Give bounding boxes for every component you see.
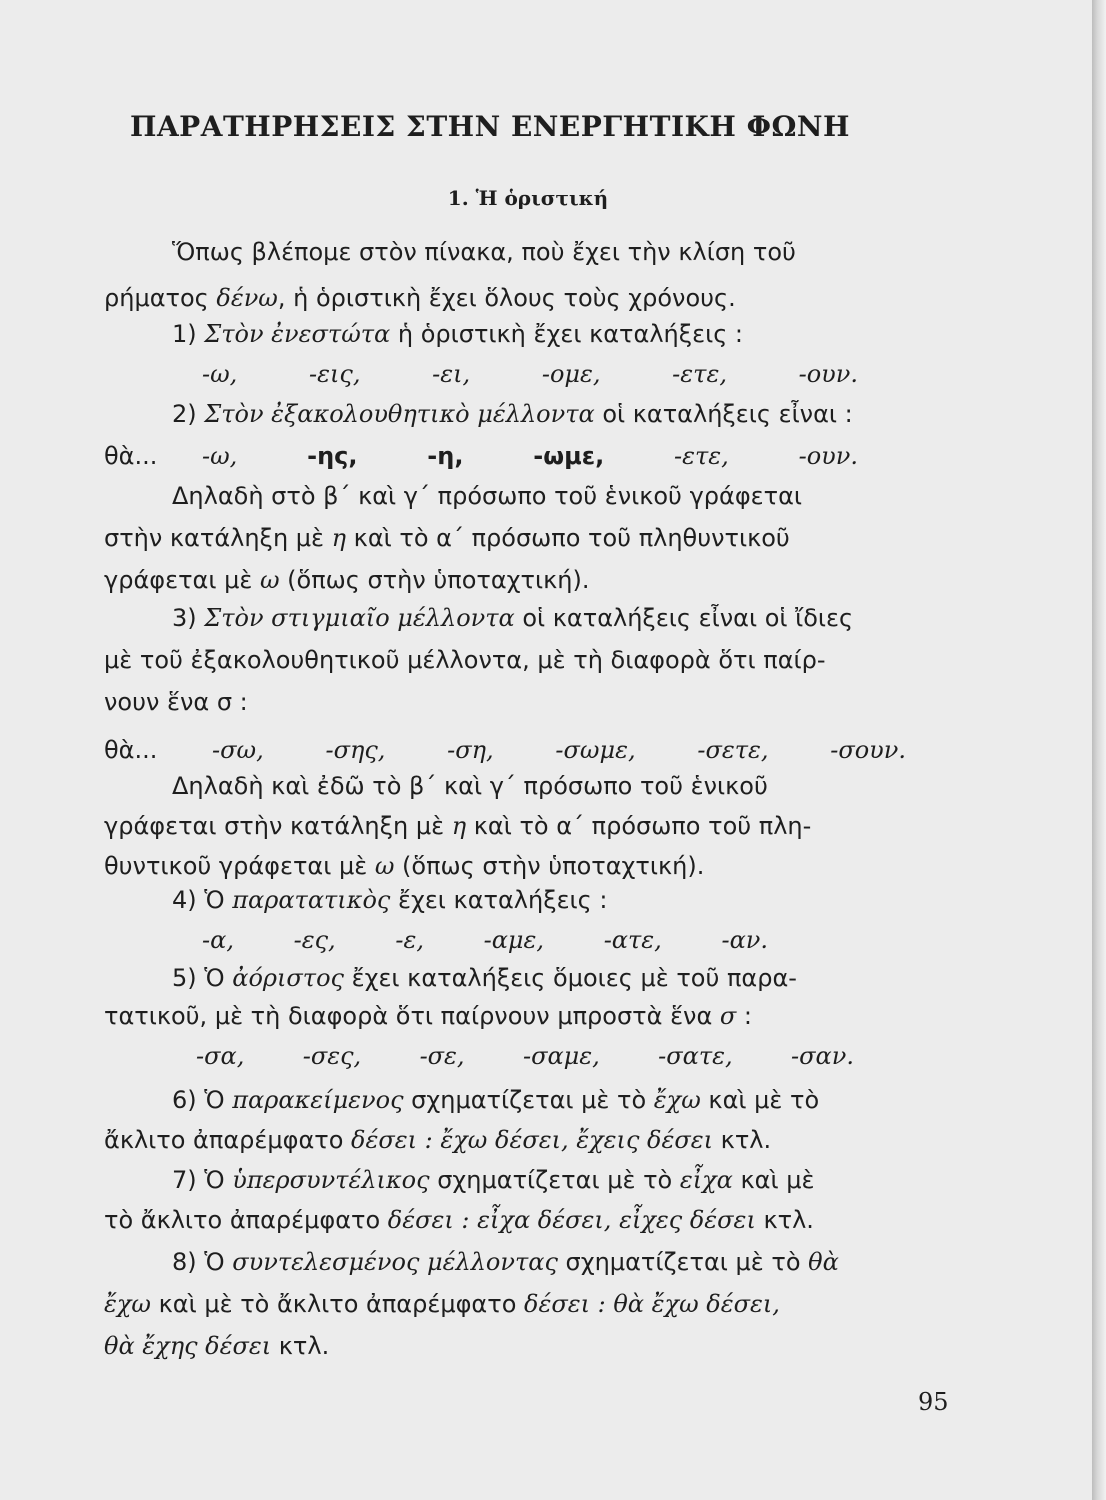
rule-2-note-2: στὴν κατάληξη μὲ η καὶ τὸ α΄ πρόσωπο τοῦ πληθυντικοῦ: [104, 524, 790, 552]
rule-6-heading: 6) Ὁ παρακείμενος σχηματίζεται μὲ τὸ ἔχω καὶ μὲ τὸ: [172, 1086, 820, 1114]
rule-5-endings: -σα, -σες, -σε, -σαμε, -σατε, -σαν.: [196, 1042, 854, 1070]
rule-2-prefix: θὰ...: [104, 442, 158, 470]
intro-line-2: ρήματος δένω, ἡ ὁριστικὴ ἔχει ὅλους τοὺς χρόνους.: [104, 284, 736, 312]
rule-7-line-2: τὸ ἄκλιτο ἀπαρέμφατο δέσει : εἶχα δέσει, εἶχες δέσει κτλ.: [104, 1206, 814, 1234]
rule-3-prefix: θὰ...: [104, 736, 158, 764]
rule-8-line-3: θὰ ἔχης δέσει κτλ.: [104, 1332, 330, 1360]
rule-5-heading: 5) Ὁ ἀόριστος ἔχει καταλήξεις ὅμοιες μὲ τοῦ παρα-: [172, 964, 797, 992]
section-heading: 1. Ἡ ὁριστική: [447, 186, 609, 210]
rule-3-note-3: θυντικοῦ γράφεται μὲ ω (ὅπως στὴν ὑποταχτική).: [104, 852, 705, 880]
rule-2-endings: -ω, -ης, -η, -ωμε, -ετε, -ουν.: [202, 442, 858, 470]
rule-8-heading: 8) Ὁ συντελεσμένος μέλλοντας σχηματίζεται μὲ τὸ θὰ: [172, 1248, 839, 1276]
rule-5-line-2: τατικοῦ, μὲ τὴ διαφορὰ ὅτι παίρνουν μπροστὰ ἕνα σ :: [104, 1002, 752, 1030]
rule-8-line-2: ἔχω καὶ μὲ τὸ ἄκλιτο ἀπαρέμφατο δέσει : θὰ ἔχω δέσει,: [104, 1290, 780, 1318]
rule-1-endings: -ω, -εις, -ει, -ομε, -ετε, -ουν.: [202, 360, 858, 388]
rule-2-note-3: γράφεται μὲ ω (ὅπως στὴν ὑποταχτική).: [104, 566, 590, 594]
rule-3-line-3: νουν ἕνα σ :: [104, 688, 248, 716]
page-fold-edge: [1092, 0, 1106, 1500]
rule-1-heading: 1) Στὸν ἐνεστώτα ἡ ὁριστικὴ ἔχει καταλήξεις :: [172, 320, 744, 348]
rule-3-endings: -σω, -σης, -ση, -σωμε, -σετε, -σουν.: [212, 736, 906, 764]
rule-3-note-1: Δηλαδὴ καὶ ἐδῶ τὸ β΄ καὶ γ΄ πρόσωπο τοῦ ἑνικοῦ: [172, 772, 768, 800]
intro-line-1: Ὅπως βλέπομε στὸν πίνακα, ποὺ ἔχει τὴν κλίση τοῦ: [172, 238, 796, 266]
rule-6-line-2: ἄκλιτο ἀπαρέμφατο δέσει : ἔχω δέσει, ἔχεις δέσει κτλ.: [104, 1126, 772, 1154]
rule-3-line-2: μὲ τοῦ ἐξακολουθητικοῦ μέλλοντα, μὲ τὴ διαφορὰ ὅτι παίρ-: [104, 646, 826, 674]
rule-2-heading: 2) Στὸν ἐξακολουθητικὸ μέλλοντα οἱ καταλήξεις εἶναι :: [172, 400, 853, 428]
rule-2-note-1: Δηλαδὴ στὸ β΄ καὶ γ΄ πρόσωπο τοῦ ἑνικοῦ γράφεται: [172, 482, 803, 510]
page-number: 95: [918, 1388, 949, 1416]
rule-3-heading: 3) Στὸν στιγμιαῖο μέλλοντα οἱ καταλήξεις εἶναι οἱ ἴδιες: [172, 604, 854, 632]
rule-7-heading: 7) Ὁ ὑπερσυντέλικος σχηματίζεται μὲ τὸ εἶχα καὶ μὲ: [172, 1166, 815, 1194]
rule-3-note-2: γράφεται στὴν κατάληξη μὲ η καὶ τὸ α΄ πρόσωπο τοῦ πλη-: [104, 812, 812, 840]
page-title: ΠΑΡΑΤΗΡΗΣΕΙΣ ΣΤΗΝ ΕΝΕΡΓΗΤΙΚΗ ΦΩΝΗ: [130, 110, 850, 143]
rule-4-endings: -α, -ες, -ε, -αμε, -ατε, -αν.: [202, 926, 768, 954]
rule-4-heading: 4) Ὁ παρατατικὸς ἔχει καταλήξεις :: [172, 886, 608, 914]
